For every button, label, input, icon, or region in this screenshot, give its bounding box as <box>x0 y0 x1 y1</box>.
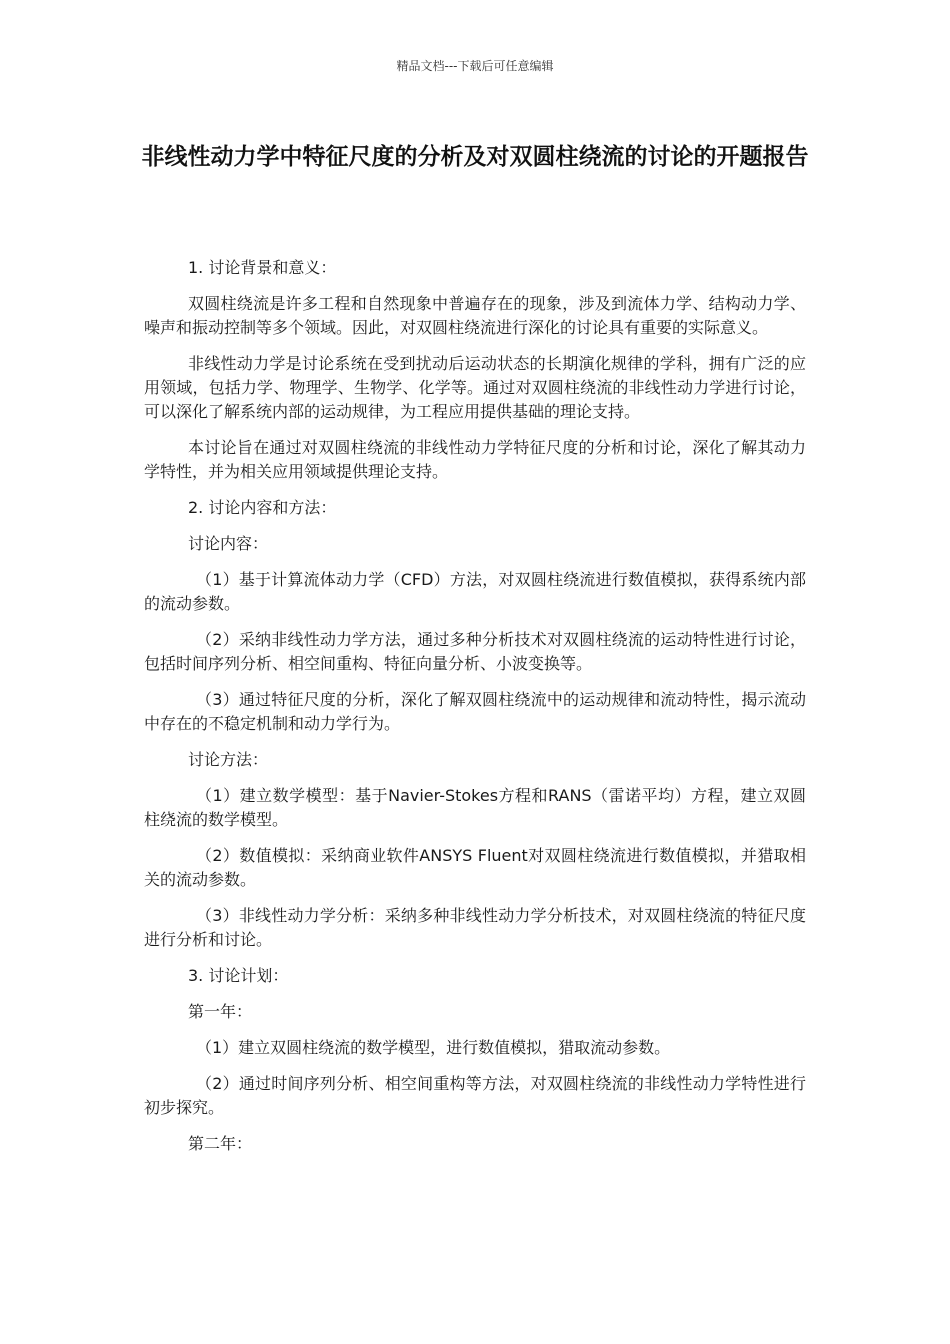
list-item: （2）数值模拟：采纳商业软件ANSYS Fluent对双圆柱绕流进行数值模拟，并猎取相关的流动参数。 <box>144 846 806 889</box>
list-item: （3）非线性动力学分析：采纳多种非线性动力学分析技术，对双圆柱绕流的特征尺度进行分析和讨论。 <box>144 906 806 949</box>
list-item: （2）通过时间序列分析、相空间重构等方法，对双圆柱绕流的非线性动力学特性进行初步探究。 <box>144 1074 806 1117</box>
page-header: 精品文档---下载后可任意编辑 <box>396 59 554 73</box>
paragraph: 双圆柱绕流是许多工程和自然现象中普遍存在的现象，涉及到流体力学、结构动力学、噪声和振动控制等多个领域。因此，对双圆柱绕流进行深化的讨论具有重要的实际意义。 <box>144 294 806 337</box>
paragraph: 本讨论旨在通过对双圆柱绕流的非线性动力学特征尺度的分析和讨论，深化了解其动力学特性，并为相关应用领域提供理论支持。 <box>144 438 806 481</box>
section-heading: 3. 讨论计划： <box>188 966 289 985</box>
list-item: （1）建立双圆柱绕流的数学模型，进行数值模拟，猎取流动参数。 <box>196 1038 671 1057</box>
subsection-heading: 讨论方法： <box>188 750 269 769</box>
document-title: 非线性动力学中特征尺度的分析及对双圆柱绕流的讨论的开题报告 <box>141 144 809 170</box>
list-item: （2）采纳非线性动力学方法，通过多种分析技术对双圆柱绕流的运动特性进行讨论，包括时间序列分析、相空间重构、特征向量分析、小波变换等。 <box>144 630 806 673</box>
subsection-heading: 第二年： <box>188 1134 253 1153</box>
section-heading: 2. 讨论内容和方法： <box>188 498 337 517</box>
list-item: （1）建立数学模型：基于Navier-Stokes方程和RANS（雷诺平均）方程，建立双圆柱绕流的数学模型。 <box>144 786 806 829</box>
subsection-heading: 第一年： <box>188 1002 253 1021</box>
subsection-heading: 讨论内容： <box>188 534 269 553</box>
section-heading: 1. 讨论背景和意义： <box>188 258 337 277</box>
paragraph: 非线性动力学是讨论系统在受到扰动后运动状态的长期演化规律的学科，拥有广泛的应用领域，包括力学、物理学、生物学、化学等。通过对双圆柱绕流的非线性动力学进行讨论，可以深化了解系统内部的运动规律，为工程应用提供基础的理论支持。 <box>144 354 806 421</box>
document-body <box>144 256 806 1168</box>
list-item: （3）通过特征尺度的分析，深化了解双圆柱绕流中的运动规律和流动特性，揭示流动中存在的不稳定机制和动力学行为。 <box>144 690 806 733</box>
list-item: （1）基于计算流体动力学（CFD）方法，对双圆柱绕流进行数值模拟，获得系统内部的流动参数。 <box>144 570 806 613</box>
